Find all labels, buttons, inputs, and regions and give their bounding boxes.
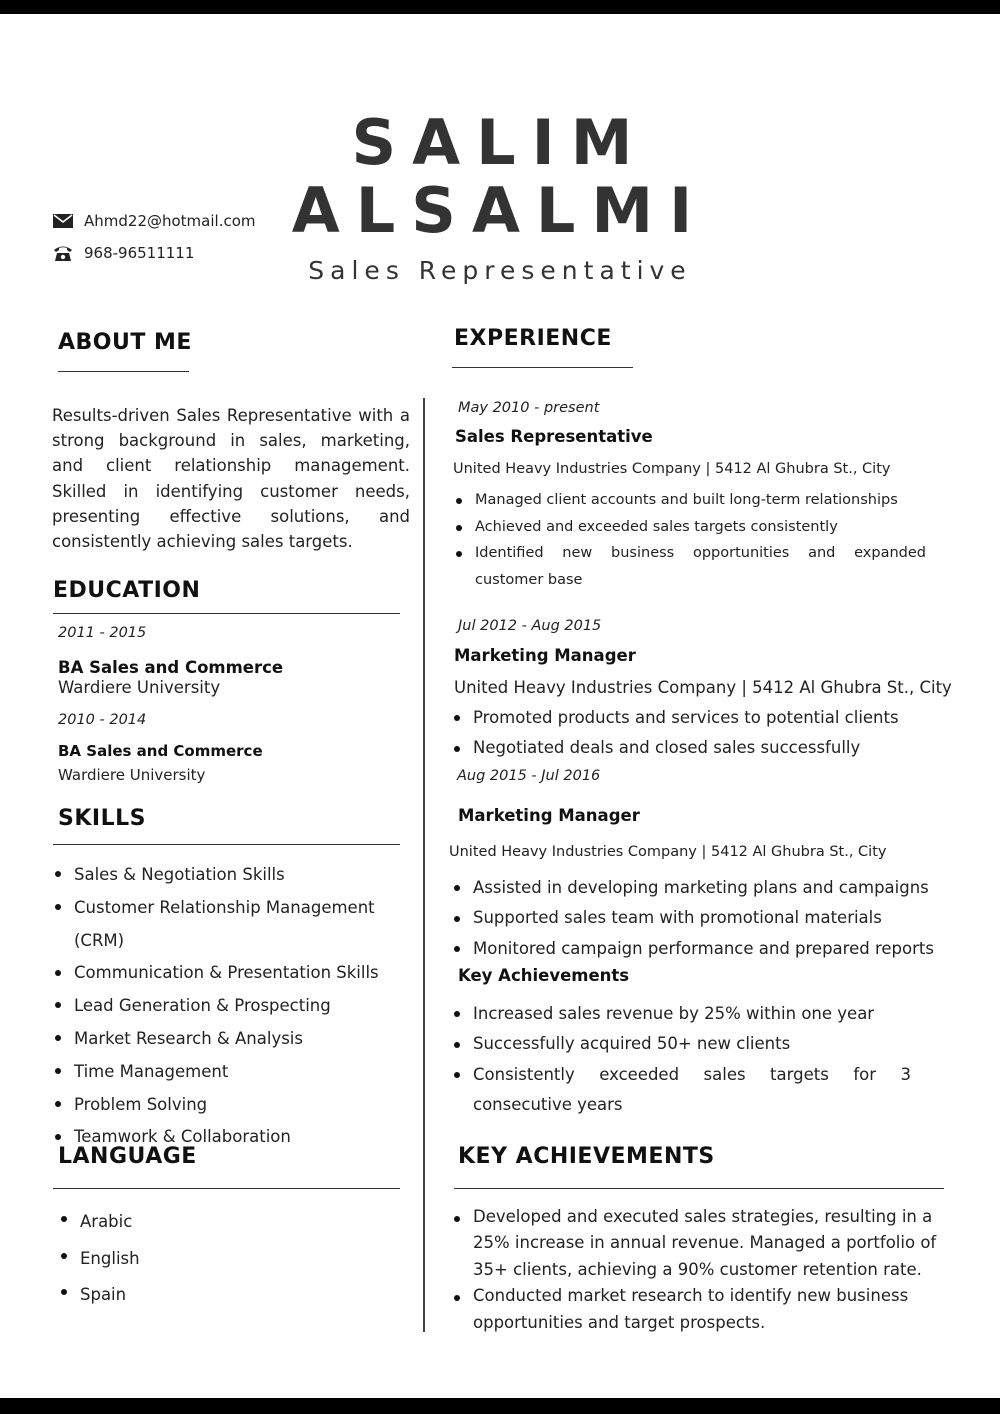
skills-heading: SKILLS	[58, 806, 146, 831]
bottom-border	[0, 1398, 1000, 1414]
achievements-heading: KEY ACHIEVEMENTS	[458, 1144, 715, 1169]
list-item: Managed client accounts and built long-term relationships	[453, 487, 926, 514]
list-item: Customer Relationship Management (CRM)	[52, 892, 422, 958]
list-item: Teamwork & Collaboration	[52, 1121, 422, 1154]
about-heading: ABOUT ME	[58, 330, 192, 355]
list-item: Successfully acquired 50+ new clients	[451, 1029, 911, 1059]
list-item: Lead Generation & Prospecting	[52, 990, 422, 1023]
job-bullets	[451, 703, 951, 764]
skills-list	[52, 859, 422, 1154]
phone-text[interactable]: 968-96511111	[84, 244, 195, 262]
list-item: Supported sales team with promotional materials	[451, 903, 951, 933]
education-dates: 2011 - 2015	[58, 625, 147, 641]
list-item: Communication & Presentation Skills	[52, 957, 422, 990]
education-degree: BA Sales and Commerce	[58, 658, 284, 677]
job-company: United Heavy Industries Company | 5412 Al Ghubra St., City	[453, 461, 891, 477]
achievements-list	[451, 1204, 946, 1336]
job-company: United Heavy Industries Company | 5412 Al Ghubra St., City	[454, 678, 952, 697]
language-rule	[53, 1188, 400, 1189]
skills-rule	[53, 844, 400, 845]
list-item: Identified new business opportunities and expanded customer base	[453, 540, 926, 593]
job-dates: May 2010 - present	[458, 400, 600, 416]
list-item: Market Research & Analysis	[52, 1023, 422, 1056]
education-dates: 2010 - 2014	[58, 712, 147, 728]
list-item: English	[58, 1241, 358, 1278]
education-degree: BA Sales and Commerce	[58, 742, 263, 760]
list-item: Arabic	[58, 1204, 358, 1241]
list-item: Spain	[58, 1277, 358, 1314]
list-item: Time Management	[52, 1056, 422, 1089]
job-achievement-bullets	[451, 999, 911, 1121]
education-school: Wardiere University	[58, 678, 221, 697]
about-text: Results-driven Sales Representative with a strong background in sales, marketing, and client relationship management. Skilled in identifying customer needs, presenting effective solutions, and consistently achieving sales targets.	[52, 406, 410, 552]
job-bullets	[453, 487, 926, 593]
telephone-icon	[52, 244, 74, 262]
phone-row	[52, 244, 194, 262]
job-dates: Jul 2012 - Aug 2015	[458, 618, 602, 634]
job-title: Sales Representative	[455, 427, 653, 446]
list-item: Conducted market research to identify new business opportunities and target prospects.	[451, 1283, 946, 1336]
education-heading: EDUCATION	[53, 578, 201, 603]
experience-rule	[452, 367, 633, 368]
list-item: Promoted products and services to potential clients	[451, 703, 951, 733]
email-row	[52, 212, 256, 230]
top-border	[0, 0, 1000, 14]
education-school: Wardiere University	[58, 766, 206, 784]
key-achievements-subheading: Key Achievements	[458, 966, 630, 985]
about-rule	[58, 371, 189, 372]
job-title: Marketing Manager	[458, 806, 640, 825]
last-name: ALSALMI	[291, 174, 709, 247]
education-rule	[53, 613, 400, 614]
job-title: Sales Representative	[308, 256, 692, 285]
list-item: Consistently exceeded sales targets for 3 consecutive years	[451, 1060, 911, 1121]
list-item: Negotiated deals and closed sales successfully	[451, 733, 951, 763]
job-company: United Heavy Industries Company | 5412 Al Ghubra St., City	[449, 844, 887, 860]
job-dates: Aug 2015 - Jul 2016	[457, 768, 601, 784]
list-item: Problem Solving	[52, 1089, 422, 1122]
email-text[interactable]: Ahmd22@hotmail.com	[84, 212, 256, 230]
first-name: SALIM	[351, 106, 649, 179]
job-bullets	[451, 873, 951, 964]
list-item: Assisted in developing marketing plans and campaigns	[451, 873, 951, 903]
list-item: Achieved and exceeded sales targets consistently	[453, 514, 926, 541]
column-divider	[423, 398, 425, 1332]
list-item: Sales & Negotiation Skills	[52, 859, 422, 892]
list-item: Increased sales revenue by 25% within one year	[451, 999, 911, 1029]
list-item: Developed and executed sales strategies, resulting in a 25% increase in annual revenue. Managed a portfolio of 35+ clients, achieving a 90% customer retention rate.	[451, 1204, 946, 1283]
achievements-rule	[454, 1188, 944, 1189]
list-item: Monitored campaign performance and prepared reports	[451, 934, 951, 964]
language-heading: LANGUAGE	[58, 1144, 197, 1169]
job-title: Marketing Manager	[454, 646, 636, 665]
experience-heading: EXPERIENCE	[454, 326, 612, 351]
language-list	[58, 1204, 358, 1314]
envelope-icon	[52, 212, 74, 230]
